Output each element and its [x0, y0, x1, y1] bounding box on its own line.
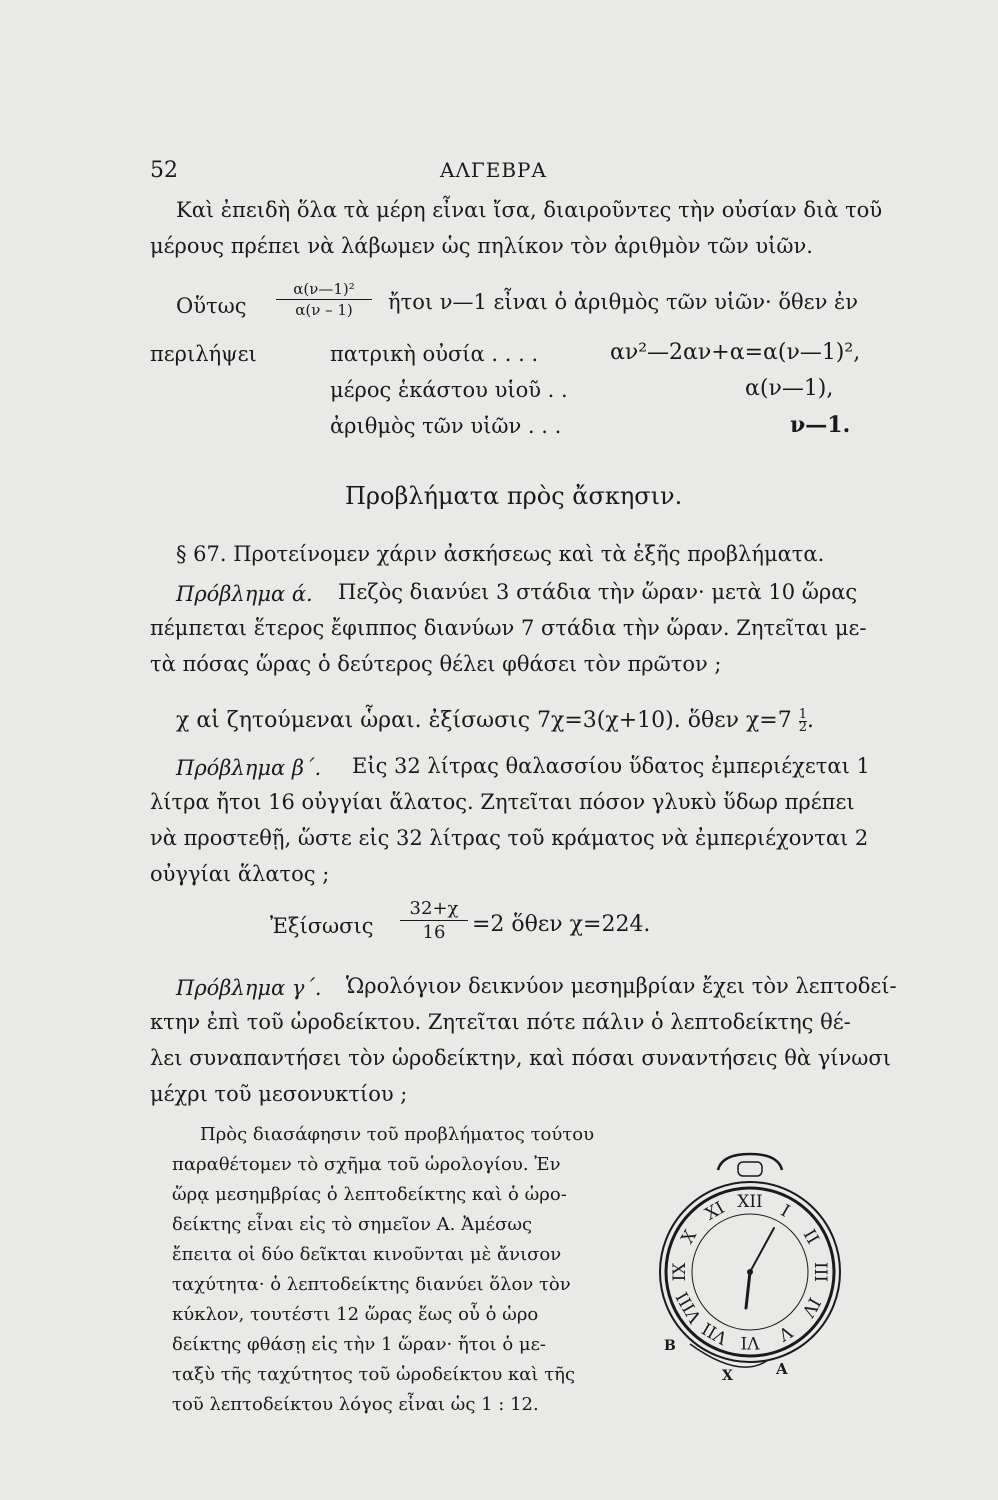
problem-b-line-1: Εἰς 32 λίτρας θαλασσίου ὕδατος ἐμπεριέχεται 1: [352, 754, 870, 778]
clock-crown-icon: [738, 1162, 762, 1176]
problem-b-line-3: νὰ προστεθῇ, ὥστε εἰς 32 λίτρας τοῦ κράματος νὰ ἐμπεριέχονται 2: [150, 826, 869, 850]
problem-b-equation-rest: =2 ὅθεν χ=224.: [472, 912, 651, 937]
explanation-line-1: Πρὸς διασάφησιν τοῦ προβλήματος τούτου: [200, 1124, 595, 1145]
explanation-line-6: ταχύτητα· ὁ λεπτοδείκτης διανύει ὅλον τὸν: [172, 1274, 571, 1295]
clock-hour-hand: [746, 1272, 750, 1308]
clock-numeral: II: [798, 1226, 823, 1248]
explanation-line-8: δείκτης φθάσῃ εἰς τὴν 1 ὥραν· ἤτοι ὁ με-: [172, 1334, 546, 1355]
explanation-line-2: παραθέτομεν τὸ σχῆμα τοῦ ὡρολογίου. Ἐν: [172, 1154, 561, 1175]
page-number: 52: [150, 158, 178, 183]
summary-label-3: ἀριθμὸς τῶν υἱῶν . . .: [330, 414, 562, 438]
explanation-line-10: τοῦ λεπτοδείκτου λόγος εἶναι ὡς 1 : 12.: [172, 1394, 539, 1415]
problem-b-fraction-denominator: 16: [422, 922, 446, 943]
problem-b-fraction: [400, 898, 468, 943]
clock-numeral: III: [810, 1261, 830, 1283]
problem-a-line-1: Πεζὸς διανύει 3 στάδια τὴν ὥραν· μετὰ 10 ὥρας: [338, 580, 858, 604]
clock-center: [747, 1269, 753, 1275]
summary-value-2: α(ν—1),: [745, 376, 834, 401]
problem-b-line-4: οὐγγίαι ἅλατος ;: [150, 862, 330, 886]
problem-a-solution-text: χ αἱ ζητούμεναι ὧραι. ἐξίσωσις 7χ=3(χ+10). ὅθεν χ=7: [176, 708, 792, 733]
problem-c-line-3: λει συναπαντήσει τὸν ὡροδείκτην, καὶ πόσαι συναντήσεις θὰ γίνωσι: [150, 1046, 891, 1070]
problem-c-line-1: Ὡρολόγιον δεικνύον μεσημβρίαν ἔχει τὸν λεπτοδεί-: [346, 974, 897, 998]
problem-a-half: [798, 706, 808, 735]
clock-numeral: VIII: [672, 1287, 707, 1327]
outos-fraction: [276, 280, 372, 319]
clock-numeral: V: [774, 1320, 796, 1345]
summary-label-2: μέρος ἑκάστου υἱοῦ . .: [330, 378, 568, 402]
outos-fraction-numerator: α(ν—1)²: [276, 280, 372, 300]
intro-line-1: Καὶ ἐπειδὴ ὅλα τὰ μέρη εἶναι ἴσα, διαιροῦντες τὴν οὐσίαν διὰ τοῦ: [176, 198, 883, 222]
clock-label-x: X: [722, 1368, 733, 1384]
clock-minute-hand: [750, 1228, 774, 1272]
problem-a-solution: χ αἱ ζητούμεναι ὧραι. ἐξίσωσις 7χ=3(χ+10). ὅθεν χ=7 $\frac{1}{2}$ .: [176, 706, 815, 735]
clock-numeral: I: [777, 1201, 793, 1222]
outos-fraction-denominator: α(ν – 1): [295, 301, 353, 319]
clock-numeral: VII: [698, 1317, 732, 1348]
summary-value-3: ν—1.: [790, 412, 851, 438]
explanation-line-7: κύκλον, τουτέστι 12 ὥρας ἕως οὗ ὁ ὡρο: [172, 1304, 539, 1325]
explanation-line-9: ταξὺ τῆς ταχύτητος τοῦ ὡροδείκτου καὶ τῆς: [172, 1364, 576, 1385]
outos-word: Οὕτως: [176, 294, 247, 318]
problem-a-label: Πρόβλημα ά.: [176, 582, 313, 606]
problem-b-line-2: λίτρα ἤτοι 16 οὐγγίαι ἅλατος. Ζητεῖται πόσον γλυκὺ ὕδωρ πρέπει: [150, 790, 855, 814]
problem-a-line-3: τὰ πόσας ὥρας ὁ δεύτερος θέλει φθάσει τὸν πρῶτον ;: [150, 652, 722, 676]
section-title: Προβλήματα πρὸς ἄσκησιν.: [345, 482, 683, 510]
summary-label-1: πατρικὴ οὐσία . . . .: [330, 342, 539, 366]
clock-numeral: IX: [670, 1262, 690, 1282]
explanation-line-4: δείκτης εἶναι εἰς τὸ σημεῖον Α. Ἀμέσως: [172, 1214, 533, 1235]
clock-numeral: XII: [737, 1192, 763, 1212]
running-title: ΑΛΓΕΒΡΑ: [440, 158, 547, 182]
clock-numeral: XI: [701, 1197, 729, 1225]
problem-b-equation-word: Ἐξίσωσις: [270, 914, 374, 938]
clock-numeral: VI: [740, 1332, 760, 1352]
problem-b-fraction-numerator: 32+χ: [400, 898, 468, 921]
problem-c-line-4: μέχρι τοῦ μεσονυκτίου ;: [150, 1082, 408, 1106]
summary-lead: περιλήψει: [150, 342, 257, 366]
outos-rest: ἤτοι ν—1 εἶναι ὁ ἀριθμὸς τῶν υἱῶν· ὅθεν ἐν: [388, 290, 859, 314]
problem-b-label: Πρόβλημα β΄.: [176, 756, 322, 780]
problem-c-line-2: κτην ἐπὶ τοῦ ὡροδείκτου. Ζητεῖται πότε πάλιν ὁ λεπτοδείκτης θέ-: [150, 1010, 851, 1034]
clock-label-b: B: [664, 1338, 676, 1354]
explanation-line-5: ἔπειτα οἱ δύο δεῖκται κινοῦνται μὲ ἄνισον: [172, 1244, 562, 1265]
clock-numeral: IV: [797, 1293, 825, 1321]
problem-a-half-den: 2: [798, 719, 808, 735]
intro-line-2: μέρους πρέπει νὰ λάβωμεν ὡς πηλίκον τὸν ἀριθμὸν τῶν υἱῶν.: [150, 234, 813, 258]
paragraph-67: § 67. Προτείνομεν χάριν ἀσκήσεως καὶ τὰ ἑξῆς προβλήματα.: [176, 542, 825, 566]
problem-c-label: Πρόβλημα γ΄.: [176, 976, 322, 1000]
problem-a-half-num: 1: [798, 706, 808, 722]
clock-label-a: A: [776, 1360, 788, 1378]
summary-value-1: αν²—2αν+α=α(ν—1)²,: [610, 340, 861, 365]
clock-numeral: X: [677, 1226, 702, 1248]
explanation-line-3: ὥρᾳ μεσημβρίας ὁ λεπτοδείκτης καὶ ὁ ὡρο-: [172, 1184, 567, 1205]
problem-a-line-2: πέμπεται ἕτερος ἔφιππος διανύων 7 στάδια τὴν ὥραν. Ζητεῖται με-: [150, 616, 867, 640]
clock-figure: [650, 1148, 860, 1388]
